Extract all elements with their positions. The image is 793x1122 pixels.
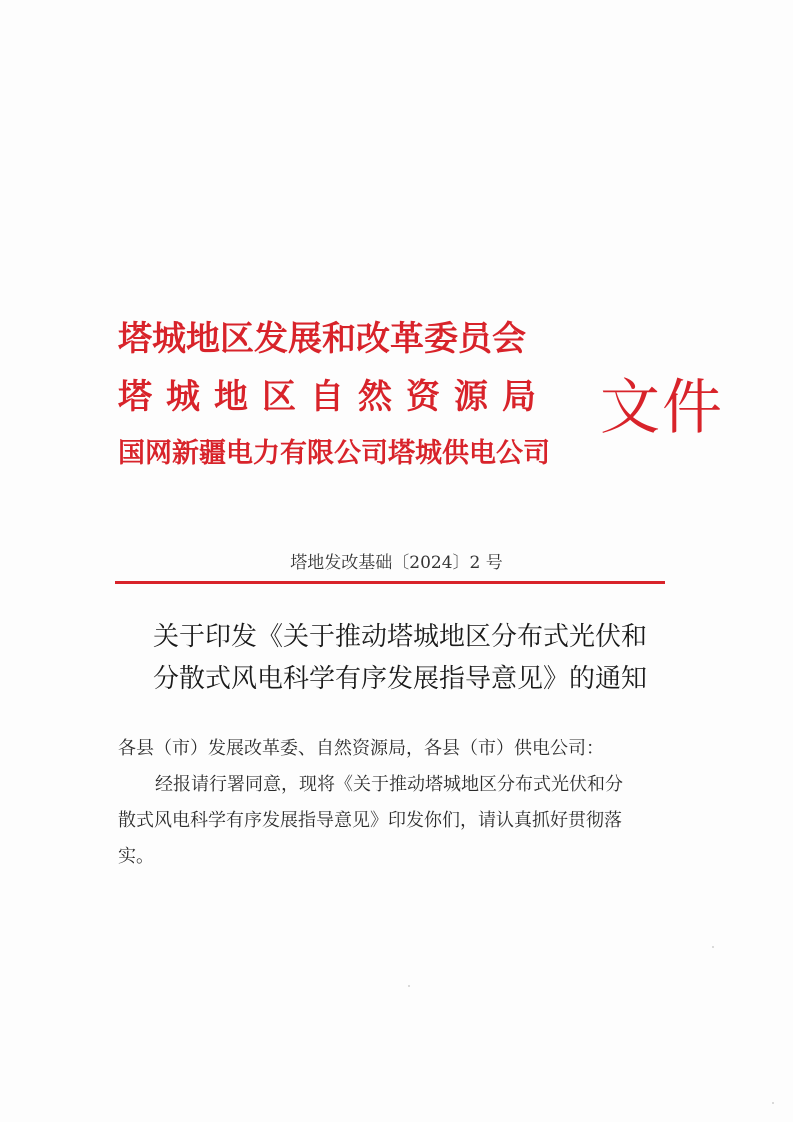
- body-paragraph-line-1: 经报请行署同意，现将《关于推动塔城地区分布式光伏和分: [155, 774, 623, 795]
- scan-speck: [408, 985, 410, 987]
- red-divider-line: [115, 581, 665, 584]
- issuer-power-supply-company: 国网新疆电力有限公司塔城供电公司: [118, 438, 550, 469]
- salutation: 各县（市）发展改革委、自然资源局，各县（市）供电公司：: [118, 738, 604, 759]
- scan-speck: [712, 946, 714, 948]
- document-number: 塔地发改基础〔2024〕2 号: [290, 553, 503, 573]
- body-paragraph-line-3: 实。: [118, 846, 154, 867]
- notice-title-line-1: 关于印发《关于推动塔城地区分布式光伏和: [152, 622, 647, 652]
- document-header-suffix: 文件: [600, 373, 724, 443]
- issuing-authorities: [118, 319, 588, 469]
- notice-title-line-2: 分散式风电科学有序发展指导意见》的通知: [152, 664, 647, 694]
- issuer-development-reform-commission: 塔城地区发展和改革委员会: [118, 319, 526, 359]
- issuer-natural-resources-bureau: 塔城地区自然资源局: [118, 377, 550, 417]
- scan-speck: [772, 1102, 774, 1104]
- body-paragraph-line-2: 散式风电科学有序发展指导意见》印发你们，请认真抓好贯彻落: [118, 810, 622, 831]
